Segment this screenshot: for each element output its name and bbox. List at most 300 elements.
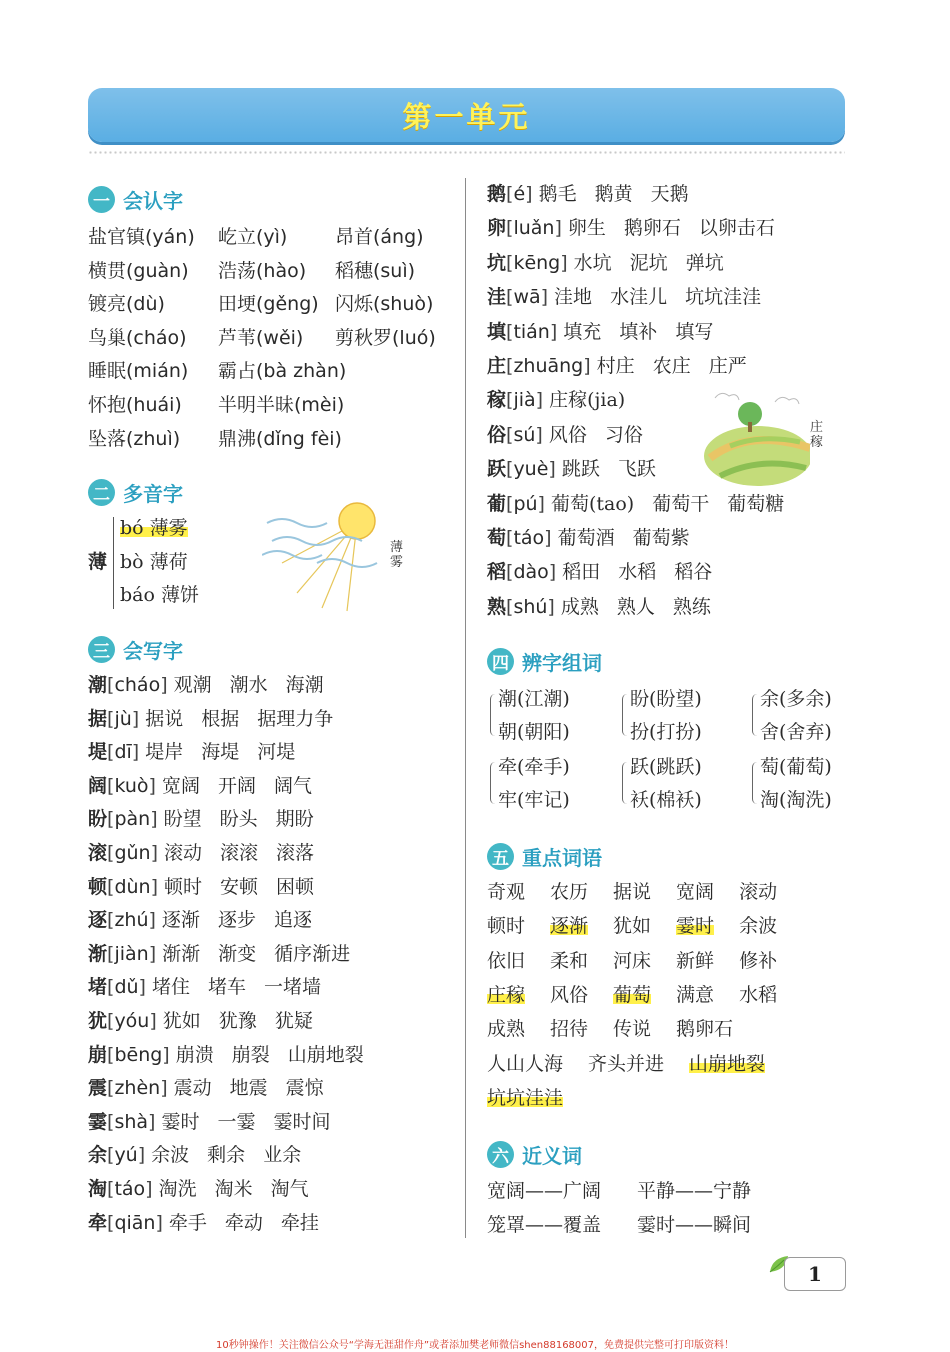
key-word: 依旧 xyxy=(487,949,526,972)
write-word: 习俗 xyxy=(604,423,643,446)
write-word: 牵手 xyxy=(168,1211,207,1234)
section-title: 会写字 xyxy=(123,639,183,663)
write-word: 堤岸 xyxy=(145,741,184,764)
write-word: 鹅卵石 xyxy=(623,217,681,240)
write-word: 开阔 xyxy=(217,774,256,797)
write-word: 泥坑 xyxy=(629,251,668,274)
write-word: 宽阔 xyxy=(161,774,200,797)
key-word: 新鲜 xyxy=(676,949,715,972)
section-title: 多音字 xyxy=(123,482,183,506)
write-word: 震惊 xyxy=(285,1077,324,1100)
write-word: 山崩地裂 xyxy=(287,1043,364,1066)
recognize-word: 昂首(áng) xyxy=(335,226,424,248)
write-word: 葡萄糖 xyxy=(727,492,785,515)
bracket-close: ] xyxy=(148,1110,156,1133)
write-word: 潮水 xyxy=(229,674,268,696)
bracket-open: [ xyxy=(506,527,514,549)
bracket-open: [ xyxy=(107,942,115,965)
write-entry xyxy=(487,181,689,207)
distinguish-word: 舍(舍弃) xyxy=(760,721,832,743)
recognize-word: 坠落(zhuì) xyxy=(88,427,181,450)
key-word: 宽阔 xyxy=(676,881,715,903)
write-char: 庄 xyxy=(487,355,507,377)
pair-brace xyxy=(622,762,629,804)
bracket-close: ] xyxy=(540,286,549,309)
write-pinyin: dào xyxy=(513,561,549,584)
section-title: 会认字 xyxy=(123,189,183,213)
write-entry xyxy=(88,1109,331,1135)
write-word: 鹅黄 xyxy=(594,183,633,205)
distinguish-word: 萄(葡萄) xyxy=(760,756,832,778)
write-word: 填写 xyxy=(675,320,714,343)
write-word: 农庄 xyxy=(652,355,691,377)
polyphone-brace xyxy=(113,517,120,609)
write-entry xyxy=(88,1008,313,1034)
write-word: 风俗 xyxy=(548,423,587,446)
recognize-word: 睡眠(mián) xyxy=(88,360,189,383)
bracket-open: [ xyxy=(107,1077,115,1100)
write-word: 淘气 xyxy=(270,1178,309,1200)
section-title: 近义词 xyxy=(522,1144,582,1168)
write-word: 海潮 xyxy=(285,674,324,696)
unit-title: 第一单元 xyxy=(402,99,531,134)
write-entry xyxy=(88,773,312,799)
write-word: 成熟 xyxy=(560,595,599,618)
write-char: 顿 xyxy=(88,875,108,898)
write-word: 据理力争 xyxy=(257,707,334,730)
write-entry xyxy=(88,974,321,1000)
recognize-word: 田埂(gěng) xyxy=(218,293,319,316)
write-pinyin: yóu xyxy=(114,1010,150,1032)
bracket-open: [ xyxy=(107,674,115,696)
bracket-close: ] xyxy=(549,320,558,343)
bracket-open: [ xyxy=(506,492,514,515)
bracket-open: [ xyxy=(107,1211,115,1234)
write-word: 霎时 xyxy=(161,1110,200,1133)
write-char: 葡 xyxy=(487,492,507,515)
write-word: 盼头 xyxy=(219,808,258,831)
key-word: 据说 xyxy=(613,881,652,903)
write-entry xyxy=(487,594,711,620)
write-char: 犹 xyxy=(88,1010,108,1032)
write-word: 犹疑 xyxy=(274,1010,313,1032)
section-number: 六 xyxy=(487,1141,514,1168)
recognize-word: 鼎沸(dǐng fèi) xyxy=(218,427,342,450)
write-word: 以卵击石 xyxy=(698,217,775,240)
write-char: 卵 xyxy=(487,217,507,240)
write-word: 淘米 xyxy=(214,1178,253,1200)
write-pinyin: pàn xyxy=(114,808,151,831)
bracket-open: [ xyxy=(107,875,115,898)
bracket-open: [ xyxy=(506,320,514,343)
write-word: 鹅毛 xyxy=(538,183,577,205)
bracket-close: ] xyxy=(145,1178,153,1200)
bracket-close: ] xyxy=(148,942,157,965)
write-word: 村庄 xyxy=(596,355,635,377)
distinguish-word: 牵(牵手) xyxy=(498,756,570,778)
bracket-close: ] xyxy=(583,355,591,377)
write-word: 追逐 xyxy=(273,909,312,932)
write-pinyin: gǔn xyxy=(114,842,151,864)
synonym-pair: 平静——宁静 xyxy=(637,1180,752,1202)
key-word: 柔和 xyxy=(550,949,589,972)
section-number: 四 xyxy=(487,648,514,675)
write-word: 填充 xyxy=(563,320,602,343)
bracket-open: [ xyxy=(107,976,115,999)
distinguish-word: 潮(江潮) xyxy=(498,688,570,710)
write-word: 葡萄(tao) xyxy=(550,492,635,515)
write-word: 堵住 xyxy=(151,976,190,999)
bracket-open: [ xyxy=(107,842,115,864)
write-entry xyxy=(88,739,295,765)
write-pinyin: táo xyxy=(114,1178,146,1200)
keywords-row xyxy=(487,1085,588,1111)
distinguish-word: 朝(朝阳) xyxy=(498,721,570,743)
write-word: 犹豫 xyxy=(218,1010,257,1032)
write-word: 滚落 xyxy=(276,842,315,864)
bracket-open: [ xyxy=(107,1010,115,1032)
bracket-open: [ xyxy=(506,389,514,412)
write-pinyin: shú xyxy=(513,595,548,618)
pair-brace xyxy=(490,694,497,736)
recognize-word: 怀抱(huái) xyxy=(88,394,182,416)
write-pinyin: jù xyxy=(114,707,132,730)
write-char: 稼 xyxy=(487,389,507,412)
write-pinyin: yú xyxy=(114,1144,138,1167)
write-entry xyxy=(487,250,724,276)
write-entry xyxy=(487,319,713,345)
bracket-open: [ xyxy=(506,286,514,309)
distinguish-word: 扮(打扮) xyxy=(630,721,702,743)
write-word: 地震 xyxy=(229,1077,268,1100)
write-entry xyxy=(88,907,312,933)
write-char: 霎 xyxy=(88,1110,108,1133)
section-number: 一 xyxy=(88,186,115,213)
bracket-open: [ xyxy=(107,1144,115,1167)
bracket-close: ] xyxy=(554,217,562,240)
write-word: 弹坑 xyxy=(685,251,724,274)
write-pinyin: wā xyxy=(513,286,541,309)
write-char: 稻 xyxy=(487,561,507,584)
bracket-close: ] xyxy=(548,458,556,481)
write-word: 阔气 xyxy=(273,774,312,797)
section-header-keywords xyxy=(487,842,602,871)
write-pinyin: dī xyxy=(114,741,132,764)
write-word: 逐渐 xyxy=(161,909,200,932)
write-pinyin: jià xyxy=(513,389,536,412)
page-number: 1 xyxy=(784,1257,846,1291)
key-word: 鹅卵石 xyxy=(676,1018,734,1041)
bracket-open: [ xyxy=(506,595,514,618)
key-word: 水稻 xyxy=(739,983,778,1006)
write-word: 剩余 xyxy=(207,1144,246,1167)
write-char: 跃 xyxy=(487,458,507,481)
write-entry xyxy=(88,1176,309,1202)
write-word: 顿时 xyxy=(164,875,203,898)
key-word: 山崩地裂 xyxy=(689,1052,766,1075)
write-word: 熟练 xyxy=(672,595,711,618)
write-word: 崩裂 xyxy=(231,1043,270,1066)
write-pinyin: cháo xyxy=(114,674,161,696)
write-char: 潮 xyxy=(88,674,108,696)
recognize-word: 稻穗(suì) xyxy=(335,259,416,282)
keywords-row xyxy=(487,948,802,974)
write-word: 庄稼(jia) xyxy=(549,389,626,412)
bracket-close: ] xyxy=(160,674,168,696)
write-char: 据 xyxy=(88,707,108,730)
key-word: 犹如 xyxy=(613,915,652,938)
write-entry xyxy=(88,840,314,866)
bracket-open: [ xyxy=(107,1178,115,1200)
write-char: 盼 xyxy=(88,808,108,831)
bracket-close: ] xyxy=(148,909,156,932)
bracket-close: ] xyxy=(138,976,146,999)
bracket-close: ] xyxy=(137,1144,146,1167)
recognize-word: 芦苇(wěi) xyxy=(218,326,304,349)
write-pinyin: yuè xyxy=(513,458,549,481)
bracket-close: ] xyxy=(537,492,545,515)
polyphone-reading: bó 薄雾 xyxy=(120,517,188,539)
recognize-word: 霸占(bà zhàn) xyxy=(218,360,347,383)
write-word: 堵车 xyxy=(207,976,246,999)
write-word: 稻谷 xyxy=(674,561,713,584)
write-word: 期盼 xyxy=(275,808,314,831)
write-entry xyxy=(487,525,690,551)
write-char: 熟 xyxy=(487,595,507,618)
write-char: 阔 xyxy=(88,774,108,797)
write-word: 循序渐进 xyxy=(274,942,351,965)
write-char: 牵 xyxy=(88,1211,108,1234)
write-word: 滚动 xyxy=(164,842,203,864)
recognize-word: 半明半昧(mèi) xyxy=(218,394,345,416)
write-entry xyxy=(88,1210,319,1236)
footer-note: 10秒钟操作！关注微信公众号“学海无涯甜作舟”或者添加樊老师微信shen88168007，免费提供完整可打印版资料！ xyxy=(215,1340,735,1351)
bracket-close: ] xyxy=(155,1211,163,1234)
write-pinyin: shà xyxy=(114,1110,149,1133)
write-char: 萄 xyxy=(487,527,507,549)
key-word: 霎时 xyxy=(676,915,715,938)
distinguish-word: 淘(淘洗) xyxy=(760,789,832,811)
bracket-open: [ xyxy=(107,707,115,730)
write-word: 滚滚 xyxy=(220,842,259,864)
keywords-row xyxy=(487,982,802,1008)
bracket-open: [ xyxy=(506,561,514,584)
write-word: 一堵墙 xyxy=(264,976,322,999)
recognize-word: 屹立(yì) xyxy=(218,226,288,248)
write-entry xyxy=(88,672,324,698)
write-word: 犹如 xyxy=(162,1010,201,1032)
bracket-open: [ xyxy=(107,741,115,764)
farm-label: 庄稼 xyxy=(810,420,824,450)
key-word: 坑坑洼洼 xyxy=(487,1086,564,1109)
bracket-open: [ xyxy=(506,183,514,205)
write-word: 填补 xyxy=(619,320,658,343)
write-word: 震动 xyxy=(173,1077,212,1100)
pair-brace xyxy=(622,694,629,736)
recognize-word: 浩荡(hào) xyxy=(218,259,307,282)
distinguish-word: 袄(棉袄) xyxy=(630,789,702,811)
pair-brace xyxy=(752,694,759,736)
write-entry xyxy=(487,491,784,517)
column-divider xyxy=(465,178,466,1238)
write-pinyin: sú xyxy=(513,423,536,446)
bracket-open: [ xyxy=(107,774,115,797)
write-pinyin: dùn xyxy=(114,875,151,898)
key-word: 河床 xyxy=(613,949,652,972)
write-word: 业余 xyxy=(263,1144,302,1167)
write-word: 逐步 xyxy=(217,909,256,932)
write-entry xyxy=(88,874,314,900)
write-pinyin: kuò xyxy=(114,774,149,797)
key-word: 奇观 xyxy=(487,881,526,903)
mist-label: 薄雾 xyxy=(390,540,404,570)
write-word: 牵挂 xyxy=(280,1211,319,1234)
bracket-close: ] xyxy=(150,842,159,864)
write-word: 据说 xyxy=(145,707,184,730)
section-title: 辨字组词 xyxy=(522,651,602,675)
write-word: 海堤 xyxy=(201,741,240,764)
write-char: 滚 xyxy=(88,842,108,864)
keywords-row xyxy=(487,1016,758,1042)
write-word: 盼望 xyxy=(163,808,202,831)
write-pinyin: bēng xyxy=(114,1043,163,1066)
write-entry xyxy=(487,353,747,379)
bracket-close: ] xyxy=(560,251,568,274)
keywords-row xyxy=(487,1051,790,1077)
section-title: 重点词语 xyxy=(522,846,602,870)
section-header-distinguish xyxy=(487,647,602,676)
write-word: 天鹅 xyxy=(650,183,689,205)
write-word: 霎时间 xyxy=(273,1110,331,1133)
write-word: 葡萄紫 xyxy=(632,527,690,549)
key-word: 顿时 xyxy=(487,915,526,938)
write-word: 洼地 xyxy=(554,286,593,309)
synonym-pair: 霎时——瞬间 xyxy=(637,1214,752,1236)
write-word: 淘洗 xyxy=(158,1178,197,1200)
recognize-word: 镀亮(dù) xyxy=(88,293,165,316)
keywords-row xyxy=(487,879,802,905)
write-pinyin: pú xyxy=(513,492,538,515)
write-char: 崩 xyxy=(88,1043,108,1066)
write-word: 一霎 xyxy=(217,1110,256,1133)
bracket-open: [ xyxy=(107,1110,115,1133)
write-entry xyxy=(88,941,350,967)
write-word: 庄严 xyxy=(708,355,747,377)
dotted-divider xyxy=(88,150,845,156)
polyphone-char: 薄 xyxy=(88,551,108,573)
bracket-close: ] xyxy=(548,561,557,584)
write-word: 坑坑洼洼 xyxy=(685,286,762,309)
bracket-close: ] xyxy=(149,1010,157,1032)
recognize-word: 鸟巢(cháo) xyxy=(88,326,187,349)
section-header-write xyxy=(88,635,183,664)
write-pinyin: kēng xyxy=(513,251,561,274)
write-word: 崩溃 xyxy=(175,1043,214,1066)
bracket-close: ] xyxy=(535,389,544,412)
write-char: 堤 xyxy=(88,741,108,764)
write-word: 牵动 xyxy=(224,1211,263,1234)
write-pinyin: qiān xyxy=(114,1211,156,1234)
write-word: 余波 xyxy=(151,1144,190,1167)
recognize-word: 闪烁(shuò) xyxy=(335,293,434,316)
write-entry xyxy=(487,456,656,482)
write-word: 水洼儿 xyxy=(610,286,668,309)
write-word: 根据 xyxy=(201,707,240,730)
write-entry xyxy=(487,559,712,585)
recognize-word: 剪秋罗(luó) xyxy=(335,326,436,349)
write-char: 渐 xyxy=(88,942,108,965)
keywords-row xyxy=(487,913,802,939)
bracket-close: ] xyxy=(150,808,158,831)
bracket-open: [ xyxy=(506,458,514,481)
write-pinyin: táo xyxy=(513,527,545,549)
write-char: 坑 xyxy=(487,251,507,274)
synonym-pair: 宽阔——广阔 xyxy=(487,1180,602,1202)
distinguish-word: 盼(盼望) xyxy=(630,688,702,710)
write-entry xyxy=(88,706,333,732)
write-word: 渐变 xyxy=(218,942,257,965)
key-word: 庄稼 xyxy=(487,983,526,1006)
write-entry xyxy=(88,1075,324,1101)
key-word: 风俗 xyxy=(550,983,589,1006)
write-word: 水稻 xyxy=(618,561,657,584)
key-word: 成熟 xyxy=(487,1018,526,1041)
section-header-synonyms xyxy=(487,1140,582,1169)
write-pinyin: dǔ xyxy=(114,976,139,999)
distinguish-word: 余(多余) xyxy=(760,688,832,710)
key-word: 修补 xyxy=(739,949,778,972)
write-char: 俗 xyxy=(487,423,507,446)
write-char: 鹅 xyxy=(487,183,507,205)
key-word: 余波 xyxy=(739,915,778,938)
write-word: 困顿 xyxy=(276,875,315,898)
write-word: 卵生 xyxy=(567,217,606,240)
write-pinyin: jiàn xyxy=(114,942,149,965)
bracket-close: ] xyxy=(148,774,156,797)
key-word: 齐头并进 xyxy=(588,1052,665,1075)
bracket-close: ] xyxy=(544,527,552,549)
bracket-close: ] xyxy=(535,423,543,446)
bracket-close: ] xyxy=(160,1077,168,1100)
key-word: 传说 xyxy=(613,1018,652,1041)
write-char: 淘 xyxy=(88,1178,108,1200)
synonym-pair: 笼罩——覆盖 xyxy=(487,1214,602,1236)
bracket-close: ] xyxy=(131,741,140,764)
polyphone-reading: bò 薄荷 xyxy=(120,551,188,573)
write-char: 填 xyxy=(487,320,507,343)
farm-illustration xyxy=(700,388,810,488)
write-word: 水坑 xyxy=(573,251,612,274)
key-word: 逐渐 xyxy=(550,915,589,938)
write-pinyin: tián xyxy=(513,320,550,343)
pair-brace xyxy=(490,762,497,804)
write-word: 观潮 xyxy=(173,674,212,696)
write-pinyin: zhèn xyxy=(114,1077,161,1100)
write-word: 河堤 xyxy=(257,741,296,764)
write-pinyin: zhú xyxy=(114,909,149,932)
bracket-close: ] xyxy=(547,595,555,618)
write-word: 葡萄干 xyxy=(652,492,710,515)
bracket-close: ] xyxy=(162,1043,170,1066)
write-pinyin: zhuāng xyxy=(513,355,584,377)
write-pinyin: luǎn xyxy=(513,217,555,240)
bracket-open: [ xyxy=(506,251,514,274)
write-word: 安顿 xyxy=(220,875,259,898)
key-word: 人山人海 xyxy=(487,1052,564,1075)
polyphone-reading: báo 薄饼 xyxy=(120,584,199,606)
unit-banner xyxy=(88,88,845,142)
bracket-open: [ xyxy=(107,1043,115,1066)
